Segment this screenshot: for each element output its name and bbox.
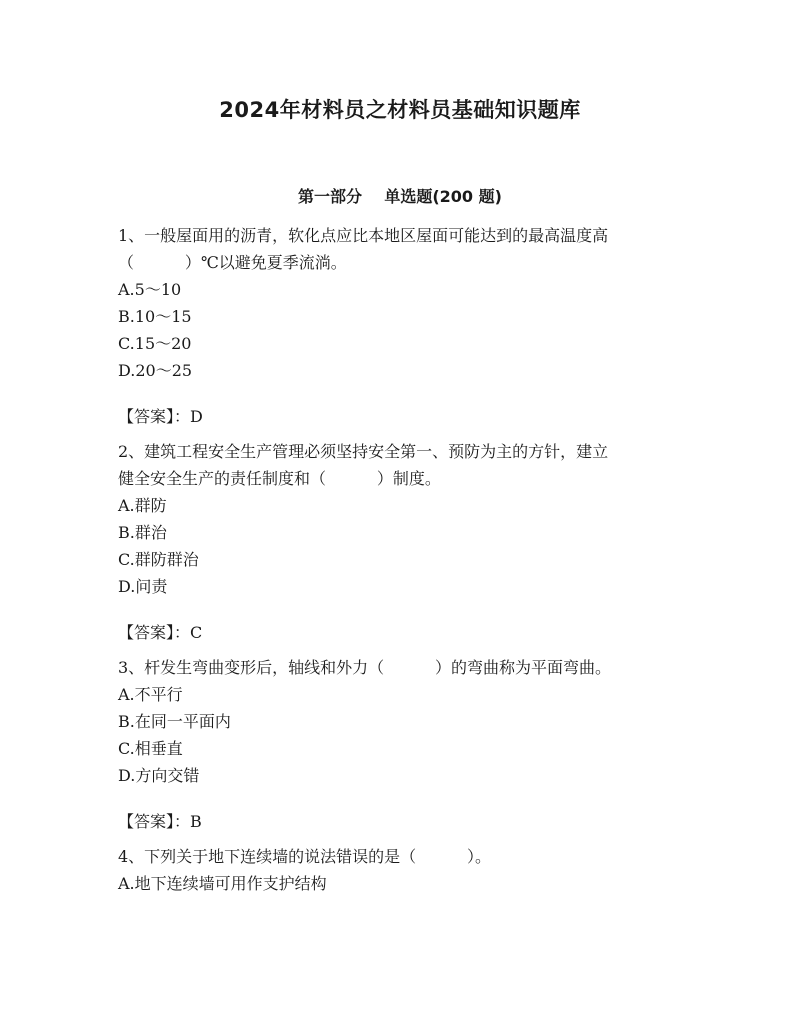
question-list	[118, 222, 688, 897]
answer-label: 【答案】：	[118, 812, 191, 831]
option-a: A.不平行	[118, 685, 183, 704]
question-text-line: 2、建筑工程安全生产管理必须坚持安全第一、预防为主的方针，建立	[118, 442, 609, 461]
answer-label: 【答案】：	[118, 407, 191, 426]
option-c: C.群防群治	[118, 550, 199, 569]
option-b: B.群治	[118, 523, 167, 542]
answer-value: B	[190, 812, 202, 831]
option-b: B.在同一平面内	[118, 712, 231, 731]
question-text-line: 4、下列关于地下连续墙的说法错误的是（ ）。	[118, 847, 492, 866]
option-b: B.10～15	[118, 307, 192, 326]
question-2	[118, 438, 688, 646]
option-a: A.地下连续墙可用作支护结构	[118, 874, 327, 893]
question-4	[118, 843, 688, 897]
answer-label: 【答案】：	[118, 623, 191, 642]
option-d: D.方向交错	[118, 766, 200, 785]
option-a: A.5～10	[118, 280, 182, 299]
question-text-line: 3、杆发生弯曲变形后，轴线和外力（ ）的弯曲称为平面弯曲。	[118, 658, 612, 677]
answer-line	[118, 403, 688, 430]
question-3	[118, 654, 688, 835]
option-a: A.群防	[118, 496, 167, 515]
answer-line	[118, 808, 688, 835]
question-text-line: 1、一般屋面用的沥青，软化点应比本地区屋面可能达到的最高温度高	[118, 226, 609, 245]
option-c: C.相垂直	[118, 739, 183, 758]
answer-value: C	[190, 623, 203, 642]
answer-value: D	[190, 407, 203, 426]
document-title: 2024年材料员之材料员基础知识题库	[219, 98, 581, 122]
question-text-line: 健全安全生产的责任制度和（ ）制度。	[118, 469, 441, 488]
question-text-line: （ ）℃以避免夏季流淌。	[118, 253, 347, 272]
question-1	[118, 222, 688, 430]
section-title: 第一部分 单选题(200 题)	[298, 187, 502, 206]
option-c: C.15～20	[118, 334, 192, 353]
answer-line	[118, 619, 688, 646]
option-d: D.问责	[118, 577, 168, 596]
option-d: D.20～25	[118, 361, 193, 380]
